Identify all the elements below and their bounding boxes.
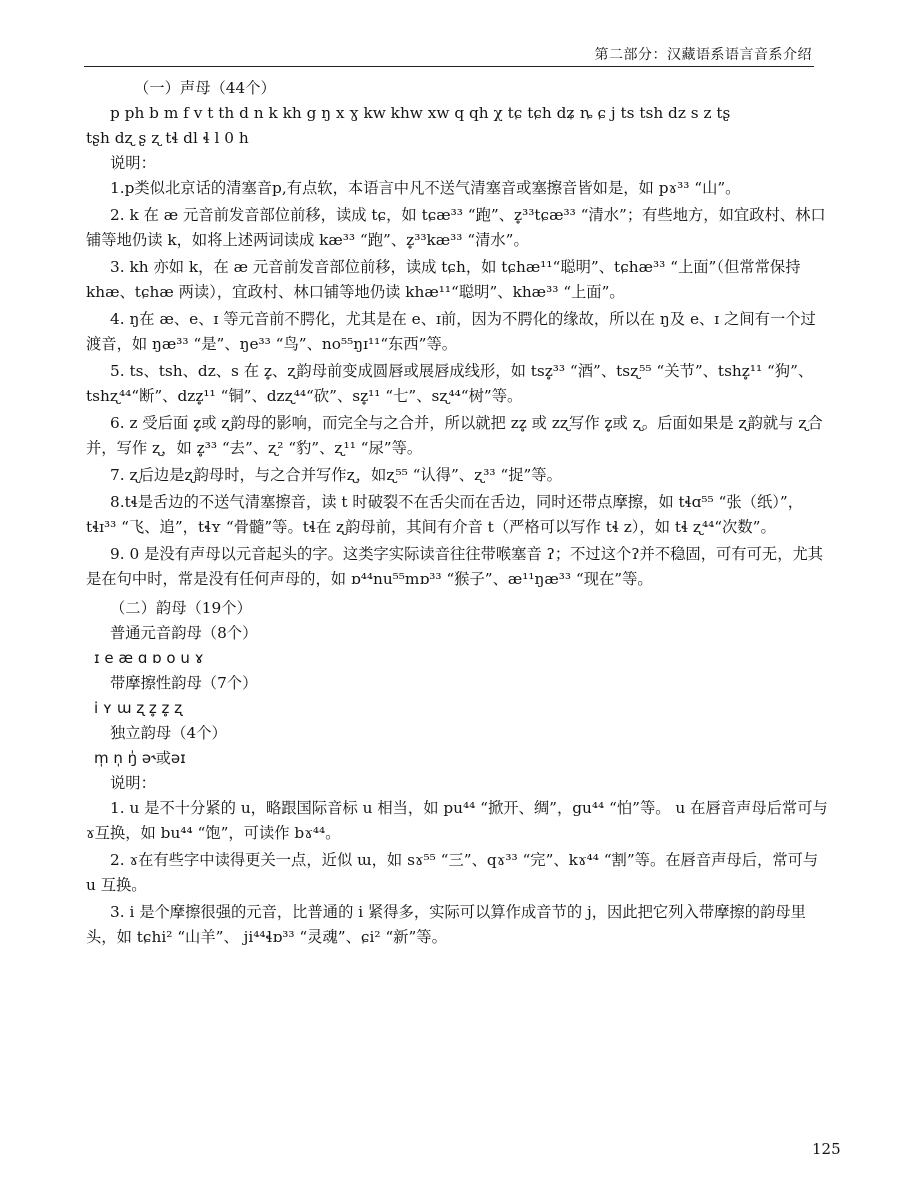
initials-list-line1: p ph b m f v t th d n k kh g ŋ x ɣ kw khw xw q qh χ tɕ tɕh dʑ ȵ ɕ j ts tsh dz s z tʂ bbox=[110, 104, 731, 122]
finals-group-2-items: i ʏ ɯ ʐ z̥ z̥ ʐ bbox=[94, 699, 183, 717]
finals-heading: （二）韵母（19个） bbox=[110, 599, 252, 617]
finals-notes-label: 说明： bbox=[110, 774, 156, 792]
finals-note-3: 3. i 是个摩擦很强的元音，比普通的 i 紧得多，实际可以算作成音节的 j，因此把它列入带摩擦的韵母里头，如 tɕhi² “山羊”、 ji⁴⁴ɬɒ³³ “灵魂”、ɕi² “新”等。 bbox=[86, 903, 806, 946]
initials-note-2: 2. k 在 æ 元音前发音部位前移，读成 tɕ，如 tɕæ³³ “跑”、z̥³³tɕæ³³ “清水”；有些地方，如宜政村、林口铺等地仍读 k，如将上述两词读成 kæ³³ “跑”、z̥³³kæ³³ “清水”。 bbox=[86, 206, 826, 249]
page-body bbox=[86, 76, 830, 952]
finals-group-1-items: ɪ e æ ɑ ɒ o u ɤ bbox=[94, 649, 204, 667]
initials-note-8: 8.tɬ是舌边的不送气清塞擦音，读 t 时破裂不在舌尖而在舌边，同时还带点摩擦，如 tɬɑ⁵⁵ “张（纸）”，tɬɪ³³ “飞、追”，tɬʏ “骨髓”等。tɬ在 ʐ韵母前，其间有介音 t（严格可以写作 tɬ z），如 tɬ ʐ⁴⁴“次数”。 bbox=[86, 493, 804, 536]
running-header: 第二部分：汉藏语系语言音系介绍 bbox=[594, 47, 812, 63]
finals-note-1: 1. u 是不十分紧的 u，略跟国际音标 u 相当，如 pu⁴⁴ “掀开、绸”，gu⁴⁴ “怕”等。 u 在唇音声母后常可与 ɤ互换，如 bu⁴⁴ “饱”，可读作 bɤ⁴⁴。 bbox=[86, 799, 828, 842]
initials-heading: （一）声母（44个） bbox=[134, 79, 276, 97]
initials-list-line2: tʂh dʐ ʂ ʐ tɬ dl ɬ l 0 h bbox=[86, 129, 249, 147]
initials-note-6: 6. z 受后面 z̥或 ʐ韵母的影响，而完全与之合并，所以就把 zz̥ 或 zʐ写作 z̥或 ʐ。后面如果是 ʐ韵就与 ʐ合并，写作 ʐ，如 z̥³³ “去”、ʐ² “豹”、ʐ¹¹ “尿”等。 bbox=[86, 414, 823, 457]
initials-note-1: 1.p类似北京话的清塞音p,有点软，本语言中凡不送气清塞音或塞擦音皆如是，如 pɤ³³ “山”。 bbox=[110, 179, 741, 197]
finals-group-2-label: 带摩擦性韵母（7个） bbox=[110, 674, 258, 692]
initials-notes-label: 说明： bbox=[110, 154, 156, 172]
finals-note-2: 2. ɤ在有些字中读得更关一点，近似 ɯ，如 sɤ⁵⁵ “三”、qɤ³³ “完”、kɤ⁴⁴ “割”等。在唇音声母后，常可与 u 互换。 bbox=[86, 851, 819, 894]
initials-note-7: 7. ʐ后边是ʐ韵母时，与之合并写作ʐ，如ʐ⁵⁵ “认得”、ʐ³³ “捉”等。 bbox=[110, 466, 562, 484]
finals-group-3-label: 独立韵母（4个） bbox=[110, 724, 227, 742]
initials-note-3: 3. kh 亦如 k，在 æ 元音前发音部位前移，读成 tɕh，如 tɕhæ¹¹“聪明”、tɕhæ³³ “上面”（但常常保持 khæ、tɕhæ 两读），宜政村、林口铺等地仍读 khæ¹¹“聪明”、khæ³³ “上面”。 bbox=[86, 258, 801, 301]
initials-note-9: 9. 0 是没有声母以元音起头的字。这类字实际读音往往带喉塞音 ʔ；不过这个ʔ并不稳固，可有可无，尤其是在句中时，常是没有任何声母的，如 ɒ⁴⁴nu⁵⁵mɒ³³ “猴子”、æ¹¹ŋæ³³ “现在”等。 bbox=[86, 545, 824, 588]
header-rule bbox=[84, 66, 814, 67]
initials-note-5: 5. ts、tsh、dz、s 在 z̥、ʐ韵母前变成圆唇或展唇成线形，如 tsz̥³³ “酒”、tsʐ⁵⁵ “关节”、tshz̥¹¹ “狗”、 tshʐ⁴⁴“断”、dzz̥¹¹ “铜”、dzʐ⁴⁴“砍”、sz̥¹¹ “七”、sʐ⁴⁴“树”等。 bbox=[86, 362, 814, 405]
initials-note-4: 4. ŋ在 æ、e、ɪ 等元音前不腭化，尤其是在 e、ɪ前，因为不腭化的缘故，所以在 ŋ及 e、ɪ 之间有一个过渡音，如 ŋæ³³ “是”、ŋe³³ “鸟”、no⁵⁵ŋɪ¹¹“东西”等。 bbox=[86, 310, 816, 353]
finals-group-3-items: m̩ n̩ ŋ̍ ə˞或əɪ bbox=[94, 749, 186, 767]
page-number: 125 bbox=[812, 1140, 841, 1158]
finals-group-1-label: 普通元音韵母（8个） bbox=[110, 624, 258, 642]
